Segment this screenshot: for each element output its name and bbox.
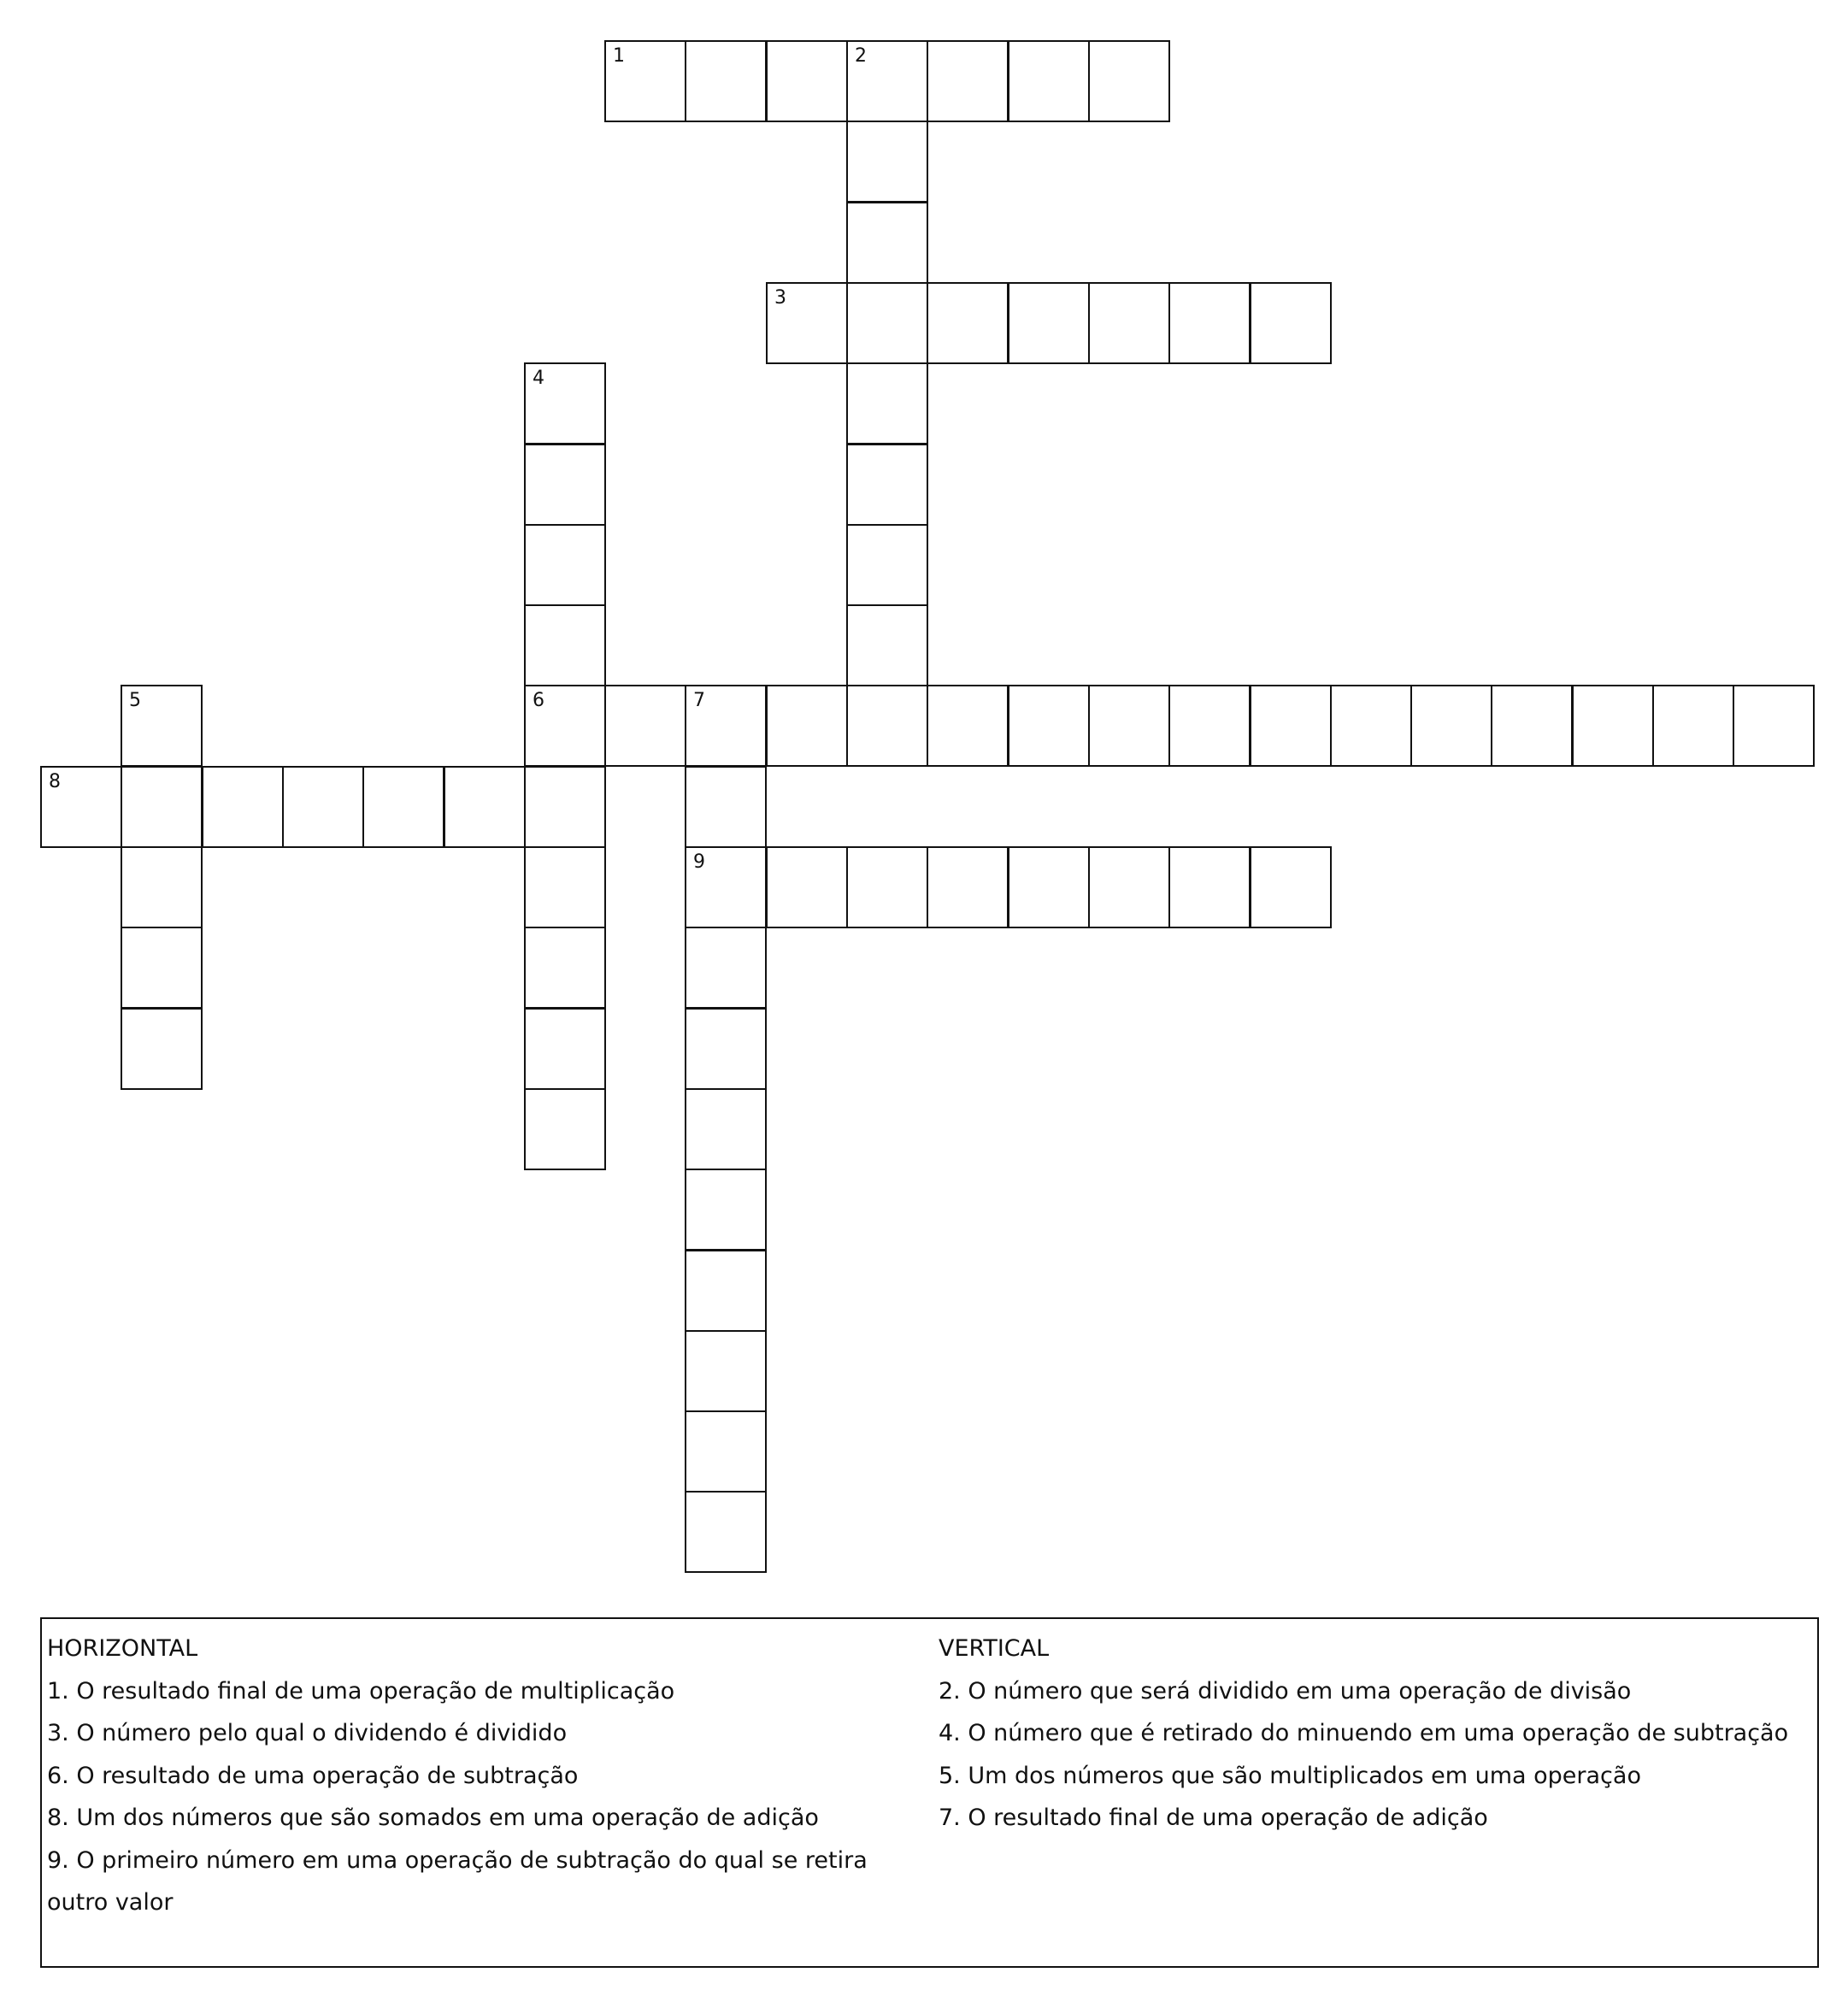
crossword-cell[interactable] bbox=[685, 1250, 767, 1332]
crossword-cell[interactable] bbox=[685, 1410, 767, 1493]
crossword-cell[interactable] bbox=[40, 766, 122, 848]
crossword-cell[interactable] bbox=[685, 846, 767, 928]
crossword-cell[interactable] bbox=[1088, 846, 1170, 928]
horizontal-clues bbox=[47, 1628, 902, 1924]
vertical-clue-5: 5. Um dos números que são multiplicados em uma operação bbox=[939, 1762, 1641, 1789]
crossword-cell[interactable] bbox=[685, 1169, 767, 1251]
crossword-cell[interactable] bbox=[524, 362, 606, 445]
crossword-cell[interactable] bbox=[1250, 282, 1332, 364]
vertical-heading: VERTICAL bbox=[939, 1635, 1050, 1662]
crossword-cell[interactable] bbox=[846, 362, 928, 445]
crossword-cell[interactable] bbox=[121, 766, 203, 848]
cell-number: 8 bbox=[49, 771, 61, 792]
crossword-cell[interactable] bbox=[202, 766, 284, 848]
crossword-cell[interactable] bbox=[282, 766, 364, 848]
crossword-cell[interactable] bbox=[846, 524, 928, 606]
crossword-cell[interactable] bbox=[685, 1088, 767, 1170]
crossword-cell[interactable] bbox=[604, 40, 686, 122]
crossword-cell[interactable] bbox=[846, 282, 928, 364]
horizontal-clue-3: 3. O número pelo qual o dividendo é dividido bbox=[47, 1720, 568, 1746]
crossword-cell[interactable] bbox=[766, 282, 848, 364]
vertical-clue-7: 7. O resultado final de uma operação de adição bbox=[939, 1805, 1488, 1831]
crossword-cell[interactable] bbox=[1491, 685, 1573, 767]
crossword-cell[interactable] bbox=[1733, 685, 1815, 767]
crossword-cell[interactable] bbox=[1008, 846, 1090, 928]
cell-number: 6 bbox=[533, 690, 544, 711]
cell-number: 5 bbox=[129, 690, 141, 711]
horizontal-clue-1: 1. O resultado final de uma operação de multiplicação bbox=[47, 1677, 675, 1705]
crossword-cell[interactable] bbox=[1330, 685, 1412, 767]
horizontal-clue-6: 6. O resultado de uma operação de subtração bbox=[47, 1762, 579, 1789]
crossword-cell[interactable] bbox=[1572, 685, 1654, 767]
crossword-cell[interactable] bbox=[1168, 282, 1251, 364]
crossword-cell[interactable] bbox=[524, 766, 606, 848]
crossword-cell[interactable] bbox=[1008, 685, 1090, 767]
crossword-cell[interactable] bbox=[604, 685, 686, 767]
crossword-cell[interactable] bbox=[846, 685, 928, 767]
cell-number: 4 bbox=[533, 368, 544, 389]
cell-number: 1 bbox=[613, 45, 625, 67]
crossword-cell[interactable] bbox=[846, 604, 928, 686]
cell-number: 7 bbox=[693, 690, 705, 711]
crossword-cell[interactable] bbox=[524, 1008, 606, 1090]
crossword-cell[interactable] bbox=[685, 766, 767, 848]
crossword-cell[interactable] bbox=[685, 927, 767, 1009]
vertical-clue-4: 4. O número que é retirado do minuendo em uma operação de subtração bbox=[939, 1720, 1789, 1746]
crossword-cell[interactable] bbox=[927, 40, 1009, 122]
vertical-clue-2: 2. O número que será dividido em uma operação de divisão bbox=[939, 1677, 1632, 1705]
crossword-cell[interactable] bbox=[685, 1008, 767, 1090]
crossword-cell[interactable] bbox=[685, 1491, 767, 1573]
crossword-cell[interactable] bbox=[846, 40, 928, 122]
cell-number: 3 bbox=[774, 287, 786, 309]
crossword-cell[interactable] bbox=[927, 846, 1009, 928]
crossword-cell[interactable] bbox=[524, 604, 606, 686]
crossword-cell[interactable] bbox=[927, 685, 1009, 767]
crossword-cell[interactable] bbox=[1008, 282, 1090, 364]
crossword-cell[interactable] bbox=[121, 685, 203, 767]
horizontal-clue-8: 8. Um dos números que são somados em uma operação de adição bbox=[47, 1805, 819, 1831]
crossword-cell[interactable] bbox=[1250, 846, 1332, 928]
crossword-cell[interactable] bbox=[846, 846, 928, 928]
crossword-cell[interactable] bbox=[685, 40, 767, 122]
crossword-cell[interactable] bbox=[846, 202, 928, 284]
crossword-cell[interactable] bbox=[524, 1088, 606, 1170]
crossword-cell[interactable] bbox=[1168, 846, 1251, 928]
crossword-cell[interactable] bbox=[846, 444, 928, 526]
crossword-cell[interactable] bbox=[766, 40, 848, 122]
vertical-clues bbox=[939, 1628, 1810, 1840]
horizontal-clue-9-continued: outro valor bbox=[47, 1889, 174, 1916]
crossword-cell[interactable] bbox=[1088, 40, 1170, 122]
crossword-cell[interactable] bbox=[362, 766, 444, 848]
crossword-cell[interactable] bbox=[524, 444, 606, 526]
crossword-cell[interactable] bbox=[1088, 685, 1170, 767]
crossword-cell[interactable] bbox=[1168, 685, 1251, 767]
crossword-cell[interactable] bbox=[1008, 40, 1090, 122]
crossword-cell[interactable] bbox=[1088, 282, 1170, 364]
crossword-cell[interactable] bbox=[121, 1008, 203, 1090]
crossword-cell[interactable] bbox=[766, 846, 848, 928]
crossword-cell[interactable] bbox=[121, 846, 203, 928]
crossword-cell[interactable] bbox=[1410, 685, 1492, 767]
crossword-cell[interactable] bbox=[121, 927, 203, 1009]
clues-box bbox=[40, 1617, 1819, 1968]
crossword-cell[interactable] bbox=[685, 1330, 767, 1412]
horizontal-heading: HORIZONTAL bbox=[47, 1635, 198, 1662]
crossword-cell[interactable] bbox=[927, 282, 1009, 364]
crossword-cell[interactable] bbox=[524, 846, 606, 928]
horizontal-clue-9: 9. O primeiro número em uma operação de subtração do qual se retira bbox=[47, 1846, 868, 1874]
crossword-cell[interactable] bbox=[1652, 685, 1734, 767]
crossword-cell[interactable] bbox=[1250, 685, 1332, 767]
crossword-cell[interactable] bbox=[846, 121, 928, 203]
crossword-cell[interactable] bbox=[685, 685, 767, 767]
cell-number: 9 bbox=[693, 851, 705, 873]
crossword-cell[interactable] bbox=[524, 524, 606, 606]
crossword-cell[interactable] bbox=[524, 685, 606, 767]
crossword-cell[interactable] bbox=[444, 766, 526, 848]
crossword-cell[interactable] bbox=[524, 927, 606, 1009]
cell-number: 2 bbox=[855, 45, 867, 67]
crossword-cell[interactable] bbox=[766, 685, 848, 767]
